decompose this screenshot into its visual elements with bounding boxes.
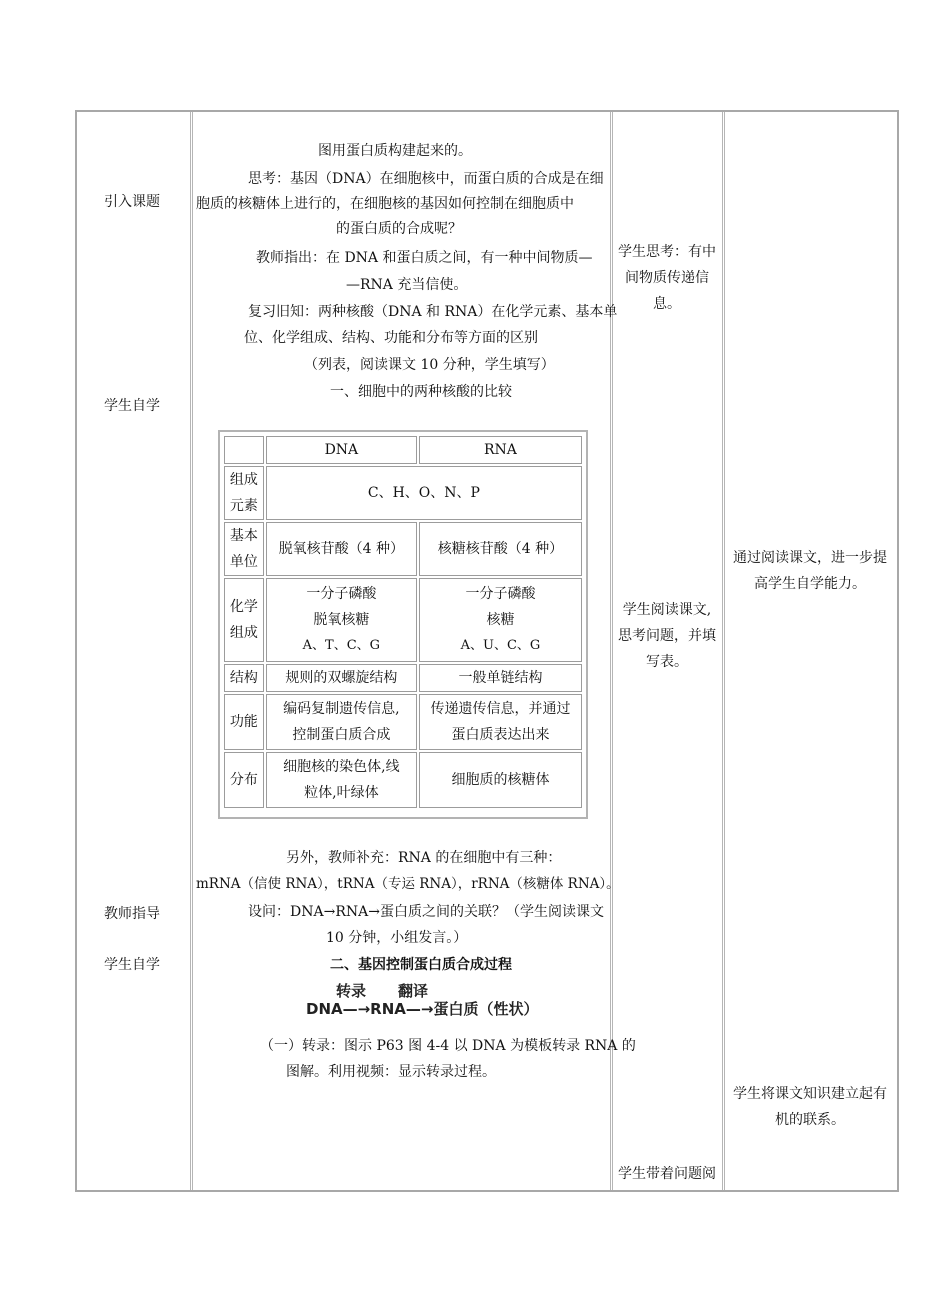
stage-teacher-guide: 教师指导 <box>104 906 160 922</box>
student-activity: 学生阅读课文, <box>622 602 712 618</box>
paragraph-line: 图用蛋白质构建起来的。 <box>318 143 472 159</box>
design-intent: 机的联系。 <box>775 1112 845 1128</box>
stage-intro: 引入课题 <box>104 194 160 210</box>
row-label: 分布 <box>224 752 264 808</box>
student-activity: 间物质传递信 <box>625 270 709 286</box>
table-cell: 细胞质的核糖体 <box>419 752 582 808</box>
table-row <box>224 752 582 808</box>
table-cell: 编码复制遗传信息, 控制蛋白质合成 <box>266 694 417 750</box>
paragraph-line: 思考：基因（DNA）在细胞核中，而蛋白质的合成是在细 <box>248 171 604 187</box>
row-label: 结构 <box>224 664 264 692</box>
column-divider <box>722 112 725 1190</box>
row-label: 组成 元素 <box>224 466 264 520</box>
table-header-dna: DNA <box>266 436 417 464</box>
table-header-rna: RNA <box>419 436 582 464</box>
paragraph-line: 的蛋白质的合成呢？ <box>336 221 462 237</box>
paragraph-line: mRNA（信使 RNA），tRNA（专运 RNA），rRNA（核糖体 RNA）。 <box>196 876 620 892</box>
table-row <box>224 466 582 520</box>
student-activity: 息。 <box>653 296 681 312</box>
stage-self-study: 学生自学 <box>104 398 160 414</box>
paragraph-line: 胞质的核糖体上进行的，在细胞核的基因如何控制在细胞质中 <box>196 196 574 212</box>
table-cell: 脱氧核苷酸（4 种） <box>266 522 417 576</box>
flow-label-transcription: 转录 <box>336 982 367 1000</box>
table-cell: 规则的双螺旋结构 <box>266 664 417 692</box>
column-divider <box>190 112 193 1190</box>
design-intent: 学生将课文知识建立起有 <box>733 1086 887 1102</box>
section-heading: 二、基因控制蛋白质合成过程 <box>330 957 512 973</box>
table-cell: 传递遗传信息，并通过 蛋白质表达出来 <box>419 694 582 750</box>
paragraph-line: （列表，阅读课文 10 分种，学生填写） <box>304 357 555 373</box>
table-row <box>224 664 582 692</box>
row-label: 功能 <box>224 694 264 750</box>
table-cell: C、H、O、N、P <box>266 466 582 520</box>
table-cell: 一般单链结构 <box>419 664 582 692</box>
paragraph-line: 教师指出：在 DNA 和蛋白质之间，有一种中间物质— <box>256 250 593 266</box>
table-cell: 细胞核的染色体,线 粒体,叶绿体 <box>266 752 417 808</box>
student-activity: 思考问题，并填 <box>618 628 716 644</box>
table-header-blank <box>224 436 264 464</box>
student-activity: 写表。 <box>646 654 688 670</box>
table-cell: 一分子磷酸 脱氧核糖 A、T、C、G <box>266 578 417 662</box>
student-activity: 学生思考：有中 <box>618 244 716 260</box>
section-heading: 一、细胞中的两种核酸的比较 <box>330 384 512 400</box>
paragraph-line: 图解。利用视频：显示转录过程。 <box>286 1064 496 1080</box>
paragraph-line: （一）转录：图示 P63 图 4-4 以 DNA 为模板转录 RNA 的 <box>260 1038 636 1054</box>
paragraph-line: 复习旧知：两种核酸（DNA 和 RNA）在化学元素、基本单 <box>248 304 618 320</box>
row-label: 化学 组成 <box>224 578 264 662</box>
table-row <box>224 694 582 750</box>
design-intent: 通过阅读课文，进一步提 <box>733 550 887 566</box>
flow-sequence: DNA—→RNA—→蛋白质（性状） <box>306 1000 539 1018</box>
paragraph-line: 10 分钟，小组发言。） <box>326 930 468 946</box>
table-cell: 核糖核苷酸（4 种） <box>419 522 582 576</box>
paragraph-line: 位、化学组成、结构、功能和分布等方面的区别 <box>244 330 538 346</box>
paragraph-line: 另外，教师补充：RNA 的在细胞中有三种： <box>286 850 562 866</box>
table-cell: 一分子磷酸 核糖 A、U、C、G <box>419 578 582 662</box>
paragraph-line: 设问：DNA→RNA→蛋白质之间的关联？（学生阅读课文 <box>248 904 604 920</box>
paragraph-line: —RNA 充当信使。 <box>346 277 468 293</box>
table-row <box>224 578 582 662</box>
table-row <box>224 522 582 576</box>
student-activity: 学生带着问题阅 <box>618 1166 716 1182</box>
nucleic-acid-comparison-table <box>222 434 584 810</box>
flow-label-translation: 翻译 <box>398 982 429 1000</box>
stage-self-study: 学生自学 <box>104 957 160 973</box>
row-label: 基本 单位 <box>224 522 264 576</box>
design-intent: 高学生自学能力。 <box>754 576 866 592</box>
